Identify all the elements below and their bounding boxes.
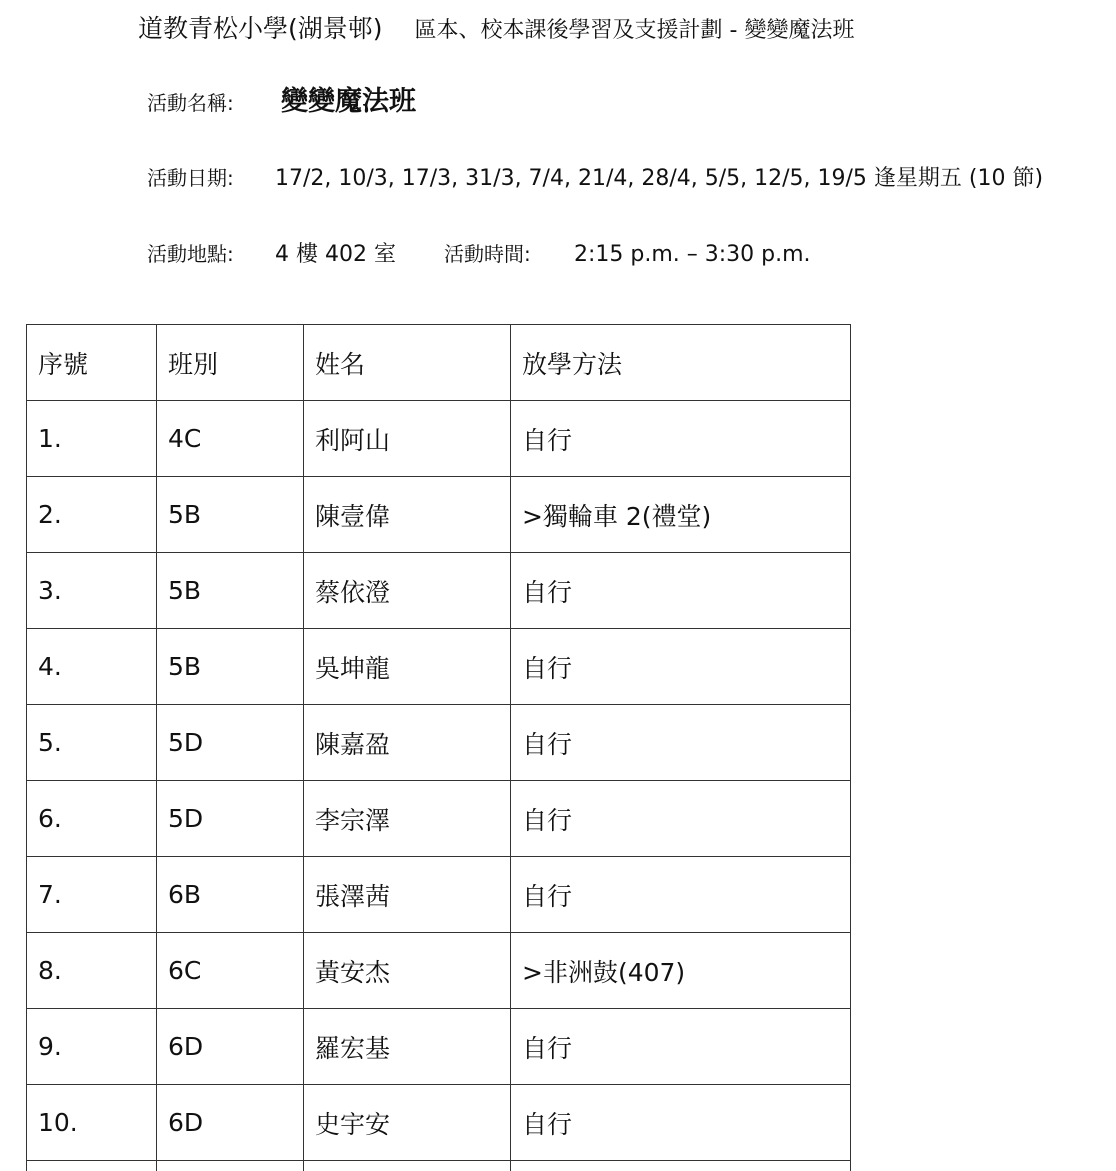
roster-body [27,325,851,1171]
cell-name: 張澤茜 [304,857,511,933]
cell-class: 5D [157,705,304,781]
cell-class: 6D [157,1009,304,1085]
activity-date-value: 17/2, 10/3, 17/3, 31/3, 7/4, 21/4, 28/4, 5/5, 12/5, 19/5 逢星期五 (10 節) [275,166,1043,191]
cell-dismissal: 自行 [511,1009,851,1085]
school-name: 道教青松小學(湖景邨) [138,14,383,43]
cell-dismissal: 自行 [511,1085,851,1161]
cell-name: 陳壹偉 [304,477,511,553]
activity-time-value: 2:15 p.m. – 3:30 p.m. [574,242,811,267]
cell-name: 羅宏基 [304,1009,511,1085]
table-row [27,553,851,629]
table-row [27,1085,851,1161]
cell-dismissal: 自行 [511,629,851,705]
cell-number: 10. [27,1085,157,1161]
cell-dismissal: 自行 [511,781,851,857]
activity-name-value: 變變魔法班 [281,86,416,117]
table-row [27,401,851,477]
header-cell-name: 姓名 [304,325,511,401]
cell-name: 史宇安 [304,1085,511,1161]
student-roster-table [26,324,851,1171]
cell-number: 8. [27,933,157,1009]
cell-class: 5D [157,781,304,857]
table-row-cutoff [27,1161,851,1171]
empty-cell [511,1161,851,1171]
cell-class: 5B [157,553,304,629]
cell-number: 7. [27,857,157,933]
table-row [27,781,851,857]
header-cell-number: 序號 [27,325,157,401]
cell-number: 5. [27,705,157,781]
cell-number: 9. [27,1009,157,1085]
activity-place-value: 4 樓 402 室 [275,242,396,267]
activity-date-label: 活動日期: [147,162,275,194]
header-cell-class: 班別 [157,325,304,401]
cell-name: 利阿山 [304,401,511,477]
empty-cell [27,1161,157,1171]
activity-date-row [147,162,1043,195]
cell-class: 5B [157,629,304,705]
header-cell-dismissal: 放學方法 [511,325,851,401]
table-row [27,705,851,781]
activity-name-label: 活動名稱: [147,87,281,119]
activity-place-label: 活動地點: [147,238,275,270]
activity-place-time-row [147,238,811,271]
empty-cell [157,1161,304,1171]
cell-name: 吳坤龍 [304,629,511,705]
cell-name: 陳嘉盈 [304,705,511,781]
cell-class: 4C [157,401,304,477]
activity-time-label: 活動時間: [444,238,574,270]
cell-dismissal: >獨輪車 2(禮堂) [511,477,851,553]
table-row [27,1009,851,1085]
cell-name: 李宗澤 [304,781,511,857]
cell-class: 6B [157,857,304,933]
cell-number: 4. [27,629,157,705]
cell-name: 蔡依澄 [304,553,511,629]
table-header-row [27,325,851,401]
cell-number: 6. [27,781,157,857]
cell-number: 2. [27,477,157,553]
document-header [138,12,854,48]
cell-class: 5B [157,477,304,553]
cell-class: 6C [157,933,304,1009]
table-row [27,477,851,553]
cell-number: 3. [27,553,157,629]
program-title: 區本、校本課後學習及支援計劃 - 變變魔法班 [415,18,855,43]
cell-dismissal: >非洲鼓(407) [511,933,851,1009]
cell-dismissal: 自行 [511,705,851,781]
cell-dismissal: 自行 [511,553,851,629]
cell-name: 黃安杰 [304,933,511,1009]
activity-name-row [147,86,416,120]
table-row [27,629,851,705]
table-row [27,857,851,933]
empty-cell [304,1161,511,1171]
cell-dismissal: 自行 [511,857,851,933]
table-row [27,933,851,1009]
cell-number: 1. [27,401,157,477]
cell-dismissal: 自行 [511,401,851,477]
cell-class: 6D [157,1085,304,1161]
